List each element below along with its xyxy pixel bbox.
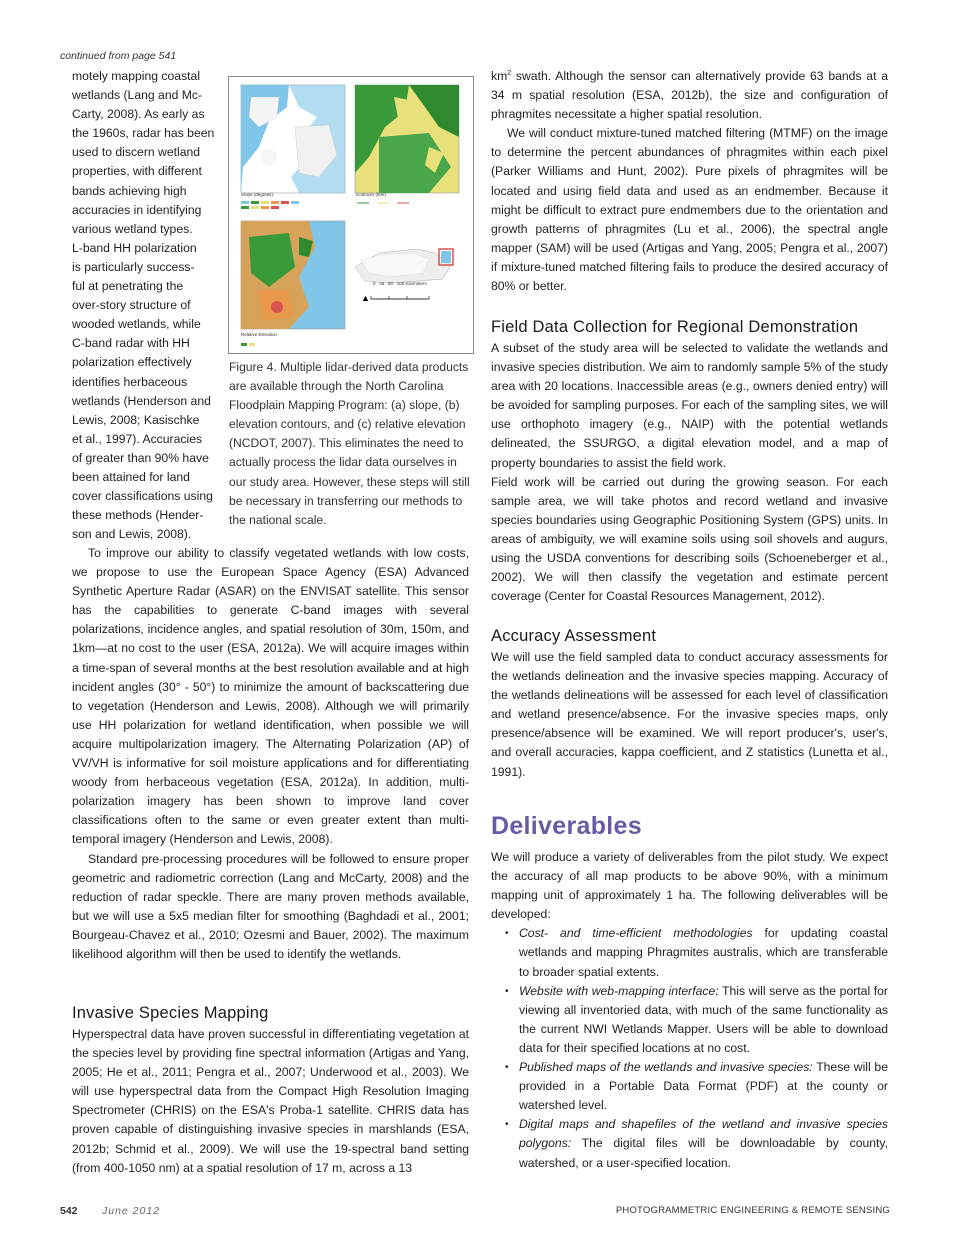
accuracy-text: We will use the field sampled data to conduct accuracy assessments for the wetlands delineation and the invasive species mapping. Accuracy of the wetlands delineations will be assessed for each level of classification and wetland presence/absence. For the invasive species maps, only presence/absence will be examined. We will report producer's, user's, and overall accuracies, kappa coefficient, and Z statistics (Lunetta et al., 1991). [491, 650, 888, 779]
page-number: 542 [60, 1205, 78, 1217]
wrapped-line: the 1960s, radar has been [72, 126, 215, 141]
wrapped-line: over-story structure of [72, 298, 191, 313]
figure-4-maps [229, 77, 473, 353]
contours-map-panel [355, 85, 459, 193]
relative-elevation-legend [241, 343, 255, 346]
wrapped-line: ful at penetrating the [72, 279, 184, 294]
relative-elevation-legend-label: Relative Elevation [241, 332, 278, 337]
invasive-species-heading: Invasive Species Mapping [72, 1004, 269, 1022]
asar-paragraph: To improve our ability to classify vegetated wetlands with low costs, we propose to use the European Space Agency (ESA) Advanced Synthetic Aperture Radar (ASAR) on the ENVISAT satellite. This sensor has the capabilities to generate C-band images with several polarizations, incidence angles, and spatial resolution of 30m, 150m, and 1km—at no cost to the user (ESA, 2012a). We will acquire images within a time-span of several months at the best resolution available and at high incident angles (30° - 50°) to minimize the amount of backscattering due to vegetation (Henderson and Lewis, 2008). Although we will primarily use HH polarization for wetland identification, when possible we will acquire multipolarization imagery. The Alternating Polarization (AP) of VV/VH is informative for soil moisture applications and for differentiating woody from herbaceous vegetation (ESA, 2012a). In addition, multi-polarization imagery has been shown to improve land cover classifications often to the same or even greater extent than multi-temporal imagery (Henderson and Lewis, 2008). [72, 546, 469, 847]
wrapped-line: C-band radar with HH [72, 336, 190, 351]
wrapped-line: bands achieving high [72, 183, 187, 198]
swath-unit: km [491, 69, 508, 83]
slope-legend [241, 201, 299, 209]
deliverables-body [491, 848, 888, 1173]
swath-superscript: 2 [507, 69, 512, 77]
wrapped-line: polarization effectively [72, 355, 192, 370]
wrapped-line: Lewis, 2008; Kasischke [72, 412, 200, 427]
wrapped-line: these methods (Hender- [72, 508, 204, 523]
preprocessing-paragraph: Standard pre-processing procedures will be followed to ensure proper geometric and radiometric correction (Lang and McCarty, 2008) and the reduction of radar speckle. There are many proven methods available, but we will use a 5x5 median filter for smoothing (Baghdadi et al., 2001; Bourgeau-Chavez et al., 2010; Ozesmi and Bauer, 2002). The maximum likelihood algorithm will then be used to identify the wetlands. [72, 851, 469, 961]
wrapped-line: is particularly success- [72, 259, 195, 274]
wrapped-line: identifies herbaceous [72, 374, 188, 389]
accuracy-heading: Accuracy Assessment [491, 627, 657, 645]
wrapped-line: Carty, 2008). As early as [72, 107, 205, 122]
issue-date: June 2012 [102, 1205, 161, 1217]
svg-text:▲: ▲ [361, 293, 370, 303]
wrapped-line: accuracies in identifying [72, 202, 202, 217]
slope-legend-label: Slope (degrees) [241, 192, 274, 197]
wrapped-line: various wetland types. [72, 221, 193, 236]
wrapped-line: et al., 1997). Accuracies [72, 431, 203, 446]
swath-text: swath. Although the sensor can alternatively provide 63 bands at a 34 m spatial resolution (ESA, 2012b), the size and configuration of phragmites necessitate a higher spatial resolution. [491, 69, 888, 122]
field-data-paragraph-1: A subset of the study area will be selected to validate the wetlands and invasive species distribution. We aim to randomly sample 5% of the study area with 20 locations. Inaccessible areas (e.g., owners denied entry) will be avoided for sampling purposes. For each of the sampling sites, we will use orthophoto imagery (e.g., NAIP) with the potential wetlands delineated, the SSURGO, a digital elevation model, and a map of property boundaries to assist the field work. [491, 341, 888, 470]
wrapped-line: motely mapping coastal [72, 69, 201, 83]
right-intro [491, 67, 888, 296]
wrapped-line: been attained for land [72, 469, 190, 484]
contours-legend-label: Contours (feet) [356, 192, 387, 197]
figure-4 [228, 76, 474, 354]
deliverables-intro: We will produce a variety of deliverables from the pilot study. We expect the accuracy of all map products to be above 90%, with a minimum mapping unit of approximately 1 ha. The following deliverables will be developed: [491, 850, 888, 922]
wrapped-line: of greater than 90% have [72, 450, 209, 465]
relative-elevation-map-panel [241, 221, 345, 329]
deliverable-item: • Website with web-mapping interface: This will serve as the portal for viewing all inventoried data, with much of the same functionality as the current NWI Wetlands Mapper. Users will be able to download data for their specified locations at no cost. [491, 982, 888, 1058]
deliverables-heading: Deliverables [491, 812, 642, 840]
deliverable-item: • Cost- and time-efficient methodologies for updating coastal wetlands and mapping Phragmites australis, which are transferable to broader spatial extents. [491, 924, 888, 981]
left-wrapped-text [72, 67, 214, 544]
wrapped-line: wetlands (Lang and Mc- [72, 88, 203, 103]
wrapped-line: cover classifications using [72, 489, 213, 504]
wrapped-line: wetlands (Henderson and [72, 393, 211, 408]
deliverable-item: • Digital maps and shapefiles of the wetland and invasive species polygons: The digital files will be downloadable by county, watershed, or a user-specified location. [491, 1115, 888, 1172]
deliverable-item: • Published maps of the wetlands and invasive species: These will be provided in a Portable Data Format (PDF) at the county or watershed level. [491, 1058, 888, 1115]
locator-map [355, 249, 453, 303]
invasive-species-text: Hyperspectral data have proven successful in differentiating vegetation at the species level by providing fine spectral information (Artigas and Yang, 2005; He et al., 2011; Pengra et al., 2007; Underwood et al., 2003). We will use hyperspectral data from the Compact High Resolution Imaging Spectrometer (CHRIS) on the ESA's Proba-1 satellite. CHRIS data has proven capable of distinguishing invasive species in marshlands (ESA, 2012b; Schmid et al., 2009). We will use the 19-spectral band setting (from 400-1050 nm) at a spatial resolution of 17 m, across a 13 [72, 1027, 469, 1175]
mtmf-paragraph: We will conduct mixture-tuned matched filtering (MTMF) on the image to determine the percent abundances of phragmites within each pixel (Parker Williams and Hunt, 2002). Pure pixels of phragmites will be located and using field data and used as an endmember. Because it might be difficult to extract pure endmembers due to the orientation and growth patterns of phragmites (Lu et al., 2006), the spectral angle mapper (SAM) will be used (Artigas and Yang, 2005; Pengra et al., 2007) if mixture-tuned matched filtering fails to produce the desired accuracy of 80% or better. [491, 126, 888, 294]
wrapped-line: properties, with different [72, 164, 202, 179]
wrapped-line: son and Lewis, 2008). [72, 527, 192, 542]
scale-bar-label: 0 25 50 100 Kilometers [373, 281, 427, 286]
journal-name: PHOTOGRAMMETRIC ENGINEERING & REMOTE SENSING [615, 1205, 890, 1216]
field-data-paragraph-2: Field work will be carried out during the growing season. For each sample area, we will take photos and record wetland and invasive species boundaries using Geographic Positioning System (GPS) units. In areas of ambiguity, we will examine soils using soil shovels and augurs, using the USDA conventions for describing soils (Schoeneberger et al., 2002). We will then classify the vegetation and estimate percent coverage (Center for Coastal Resources Management, 2012). [491, 474, 888, 604]
left-column-body [72, 544, 469, 964]
field-data-heading: Field Data Collection for Regional Demonstration [491, 318, 859, 336]
continued-note: continued from page 541 [60, 50, 177, 62]
deliverables-list [491, 924, 888, 1172]
wrapped-line: used to discern wetland [72, 145, 201, 160]
figure-caption: Figure 4. Multiple lidar-derived data products are available through the North Carolina Floodplain Mapping Program: (a) slope, (b) elevation contours, and (c) relative elevation (NCDOT, 2007). This eliminates the need to actually process the lidar data ourselves in our study area. However, these steps will still be necessary in transferring our methods to the national scale. [229, 360, 470, 527]
wrapped-line: L-band HH polarization [72, 240, 197, 255]
wrapped-line: wooded wetlands, while [72, 317, 201, 332]
field-data-text [491, 339, 888, 606]
slope-map-panel [241, 85, 345, 193]
